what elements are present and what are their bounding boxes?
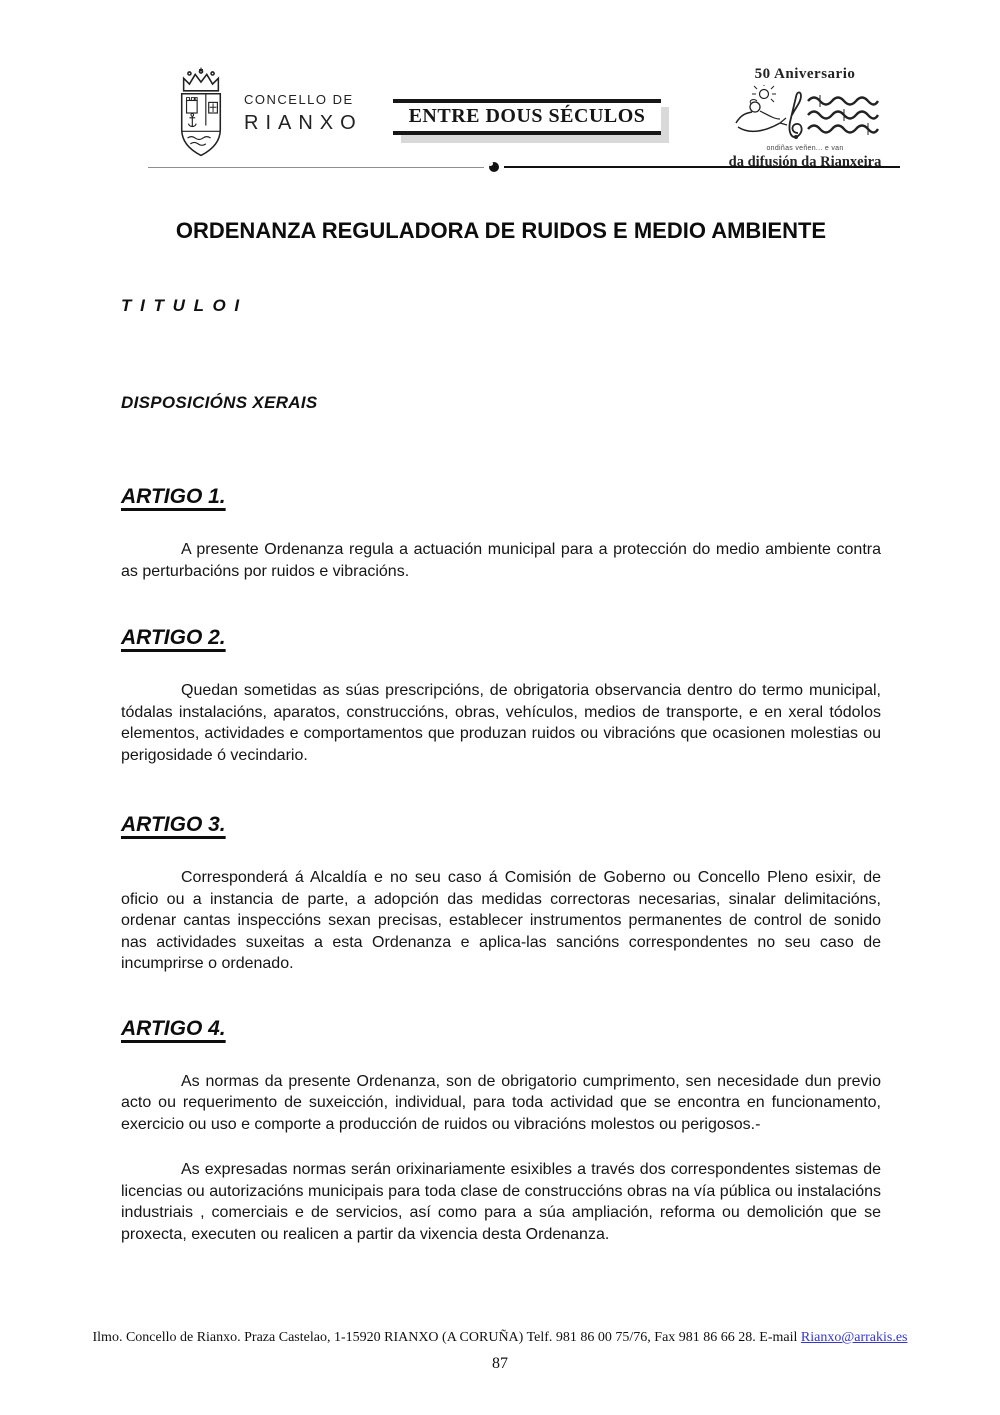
difusion-rianxeira-text: da difusión da Rianxeira [728, 154, 882, 170]
footer-email-link[interactable]: Rianxo@arrakis.es [800, 1330, 908, 1345]
concello-rianxo-logo [174, 66, 363, 160]
music-waves-icon [808, 95, 878, 135]
banner-text: ENTRE DOUS SÉCULOS [393, 99, 661, 135]
mermaid-figure-icon [736, 100, 787, 132]
rianxeira-emblem-icon [730, 85, 880, 143]
treble-clef-icon [789, 92, 801, 139]
article-1 [121, 484, 881, 582]
footer-address-text: Ilmo. Concello de Rianxo. Praza Castelao, 1-15920 RIANXO (A CORUÑA) Telf. 981 86 00 75/76, Fax 981 86 66 28. E-mail [92, 1330, 801, 1345]
rianxeira-lyrics-caption: ondiñas veñen... e van [766, 145, 844, 152]
titulo-heading: T I T U L O I [121, 296, 242, 315]
rianxo-text: RIANXO [244, 111, 363, 134]
concello-de-text: CONCELLO DE [244, 91, 354, 107]
article-4-heading: ARTIGO 4. [121, 1016, 226, 1040]
document-body [121, 166, 881, 1245]
article-4-paragraph-2: As expresadas normas serán orixinariamente esixibles a través dos correspondentes sistemas de licencias ou autorizacións municipais para toda clase de construccións obras na vía pública ou instalacións industriais , comerciais e de servicios, así como para a súa ampliación, reforma ou demolición que se proxecta, executen ou realicen a partir da vixencia desta Ordenanza. [121, 1161, 881, 1243]
article-2-paragraph: Quedan sometidas as súas prescripcións, de obrigatoria observancia dentro do termo municipal, tódalas instalacións, aparatos, construccións, obras, vehículos, medios de transporte, e en xeral tódolos elementos, actividades e comportamentos que produzan ruidos ou vibracións que ocasionen molestias ou perigosidade ó vecindario. [121, 682, 881, 764]
footer-address-line [0, 1330, 1000, 1346]
page-footer [0, 1330, 1000, 1373]
article-3 [121, 812, 881, 975]
entre-dous-seculos-banner [393, 99, 661, 135]
article-1-heading: ARTIGO 1. [121, 485, 226, 508]
article-3-paragraph: Corresponderá á Alcaldía e no seu caso á Comisión de Goberno ou Concello Pleno esixir, de oficio ou a instancia de parte, a adopción das medidas correctoras necesarias, sinalar delimitacións, ordenar cantas inspeccións sexan precisas, establecer instrumentos permanentes de control de sonido nas actividades suxeitas a esta Ordenanza e aplica-las sancións correspondentes no seu caso de incumprirse o ordenado. [121, 869, 881, 972]
article-1-paragraph: A presente Ordenanza regula a actuación municipal para a protección do medio ambiente contra as perturbacións por ruidos e vibracións. [121, 541, 881, 580]
article-4 [121, 1016, 881, 1246]
article-3-heading: ARTIGO 3. [121, 813, 226, 836]
rianxeira-emblem [727, 85, 883, 148]
page-title: ORDENANZA REGULADORA DE RUIDOS E MEDIO AMBIENTE [175, 218, 827, 243]
article-2 [121, 625, 881, 766]
concello-logo-text [244, 92, 363, 135]
page-number: 87 [492, 1355, 508, 1372]
rianxeira-50-aniversario-logo [727, 66, 883, 171]
coat-of-arms-icon [174, 66, 228, 160]
disposicions-heading: DISPOSICIÓNS XERAIS [121, 393, 318, 412]
article-2-heading: ARTIGO 2. [121, 626, 226, 649]
aniversario-title: 50 Aniversario [754, 66, 856, 82]
article-4-paragraph-1: As normas da presente Ordenanza, son de obrigatorio cumprimento, sen necesidade dun previo acto ou requerimento de suxeicción, individual, para toda actividad que se encontra en funcionamento, exercicio ou uso e comporte a producción de ruidos ou vibracións molestos ou perigosos.- [121, 1072, 881, 1133]
